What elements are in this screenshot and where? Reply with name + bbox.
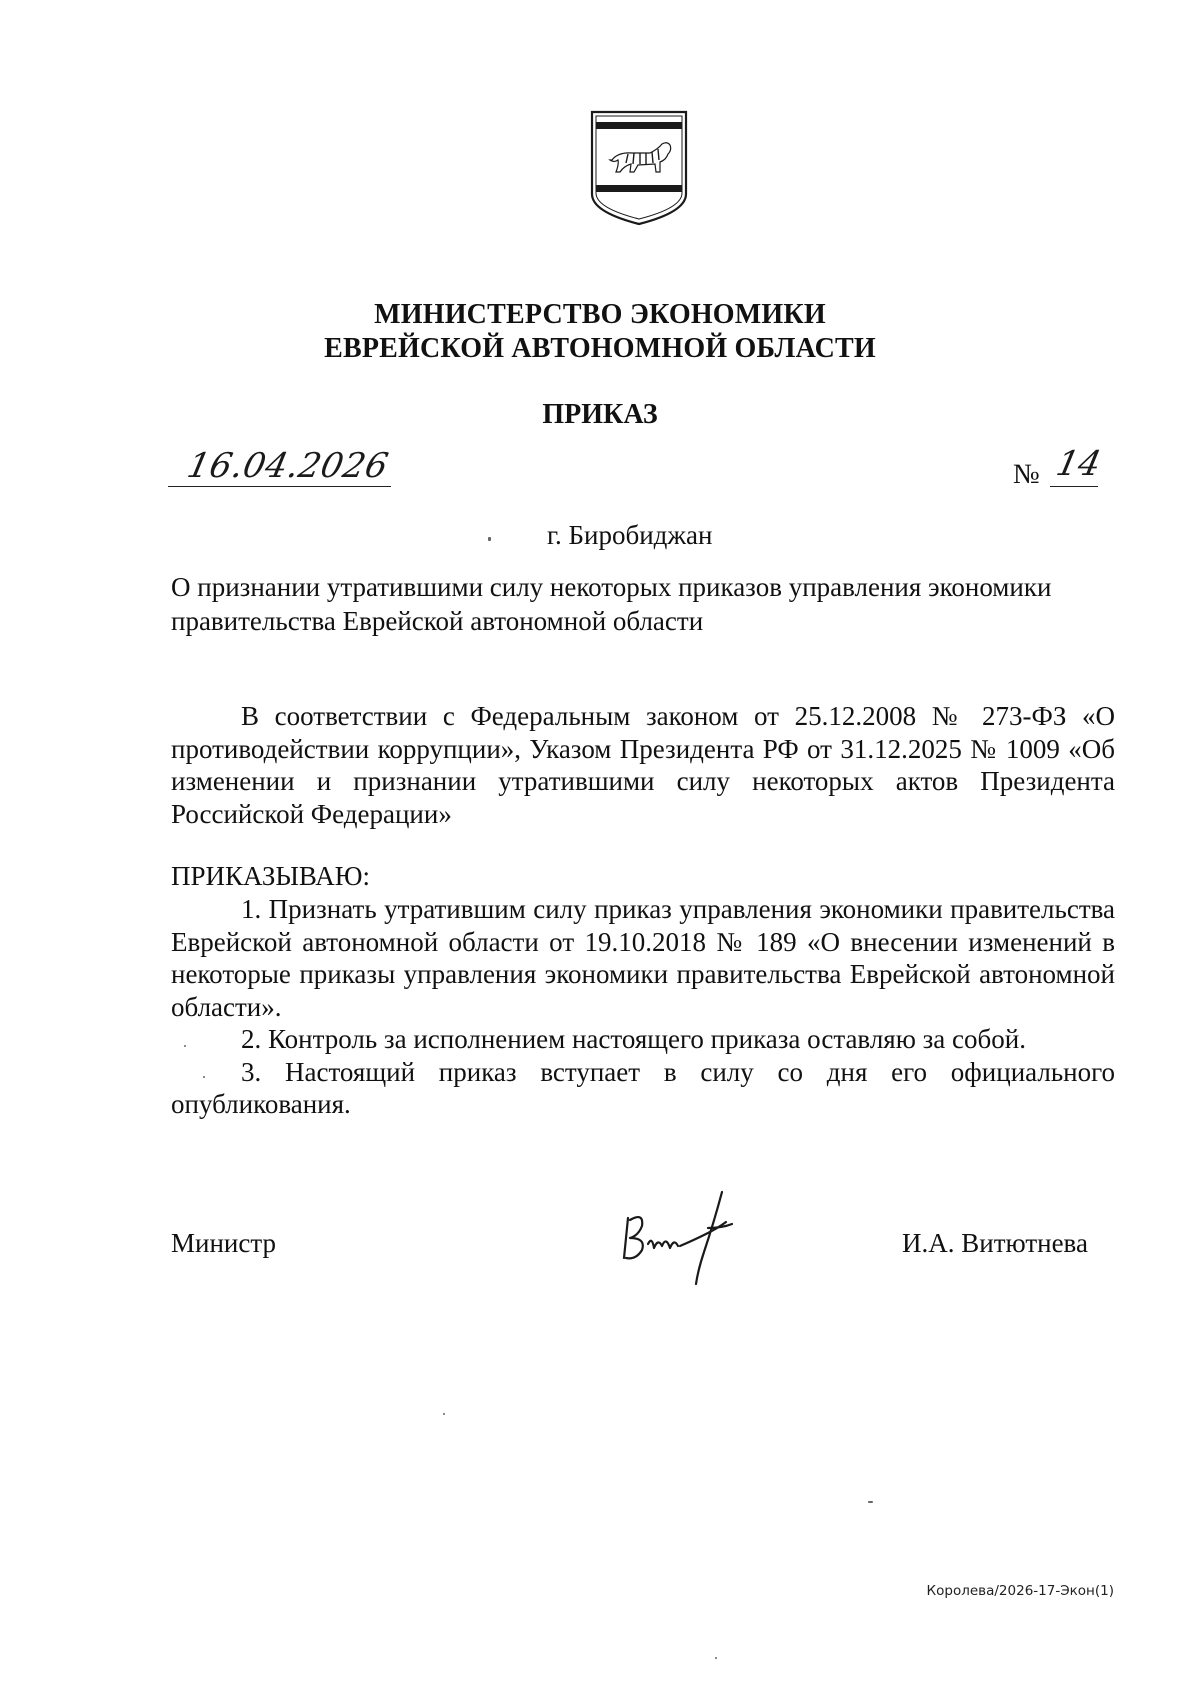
scan-speck	[715, 1657, 717, 1659]
ministry-line-2: ЕВРЕЙСКОЙ АВТОНОМНОЙ ОБЛАСТИ	[324, 333, 876, 364]
scan-speck	[488, 537, 491, 541]
decree-item: 2. Контроль за исполнением настоящего приказа оставляю за собой.	[241, 1024, 1026, 1054]
coat-of-arms-tiger-icon	[588, 108, 690, 228]
city-name: г. Биробиджан	[547, 520, 713, 550]
scan-speck	[443, 1413, 445, 1415]
number-underline	[1050, 486, 1098, 487]
decree-heading: ПРИКАЗЫВАЮ:	[171, 861, 370, 891]
ministry-line-1: МИНИСТЕРСТВО ЭКОНОМИКИ	[374, 299, 826, 330]
scan-speck	[184, 1045, 186, 1047]
scan-speck	[203, 1076, 205, 1078]
number-label: №	[1013, 459, 1040, 490]
scan-speck	[868, 1501, 873, 1503]
decree-item: 1. Признать утратившим силу приказ управления экономики правительства Еврейской автономной области от 19.10.2018 № 189 «О внесении изменений в некоторые приказы управления экономики правительства Еврейской автономной области».	[171, 894, 1115, 1022]
decree-items	[171, 893, 1115, 1121]
signatory-name: И.А. Витютнева	[902, 1228, 1088, 1258]
decree-item: 3. Настоящий приказ вступает в силу со дня его официального опубликования.	[171, 1056, 1115, 1119]
document-subject	[171, 570, 1113, 638]
subject-line-1: О признании утратившими силу некоторых приказов управления экономики	[171, 572, 1052, 602]
handwritten-signature-icon	[618, 1182, 768, 1292]
preamble-paragraph: В соответствии с Федеральным законом от 25.12.2008 № 273-ФЗ «О противодействии коррупции», Указом Президента РФ от 31.12.2025 № 1009 «Об изменении и признании утратившими силу некоторых актов Президента Российской Федерации»	[171, 701, 1115, 829]
signatory-position: Министр	[171, 1228, 276, 1258]
executor-reference: Королева/2026-17-Экон(1)	[926, 1583, 1114, 1599]
handwritten-number: 14	[1052, 444, 1105, 484]
subject-line-2: правительства Еврейской автономной области	[171, 606, 704, 636]
ministry-heading	[0, 298, 1200, 366]
date-underline	[168, 486, 391, 487]
document-type-title: ПРИКАЗ	[542, 399, 658, 430]
handwritten-date: 16.04.2026	[183, 446, 392, 486]
